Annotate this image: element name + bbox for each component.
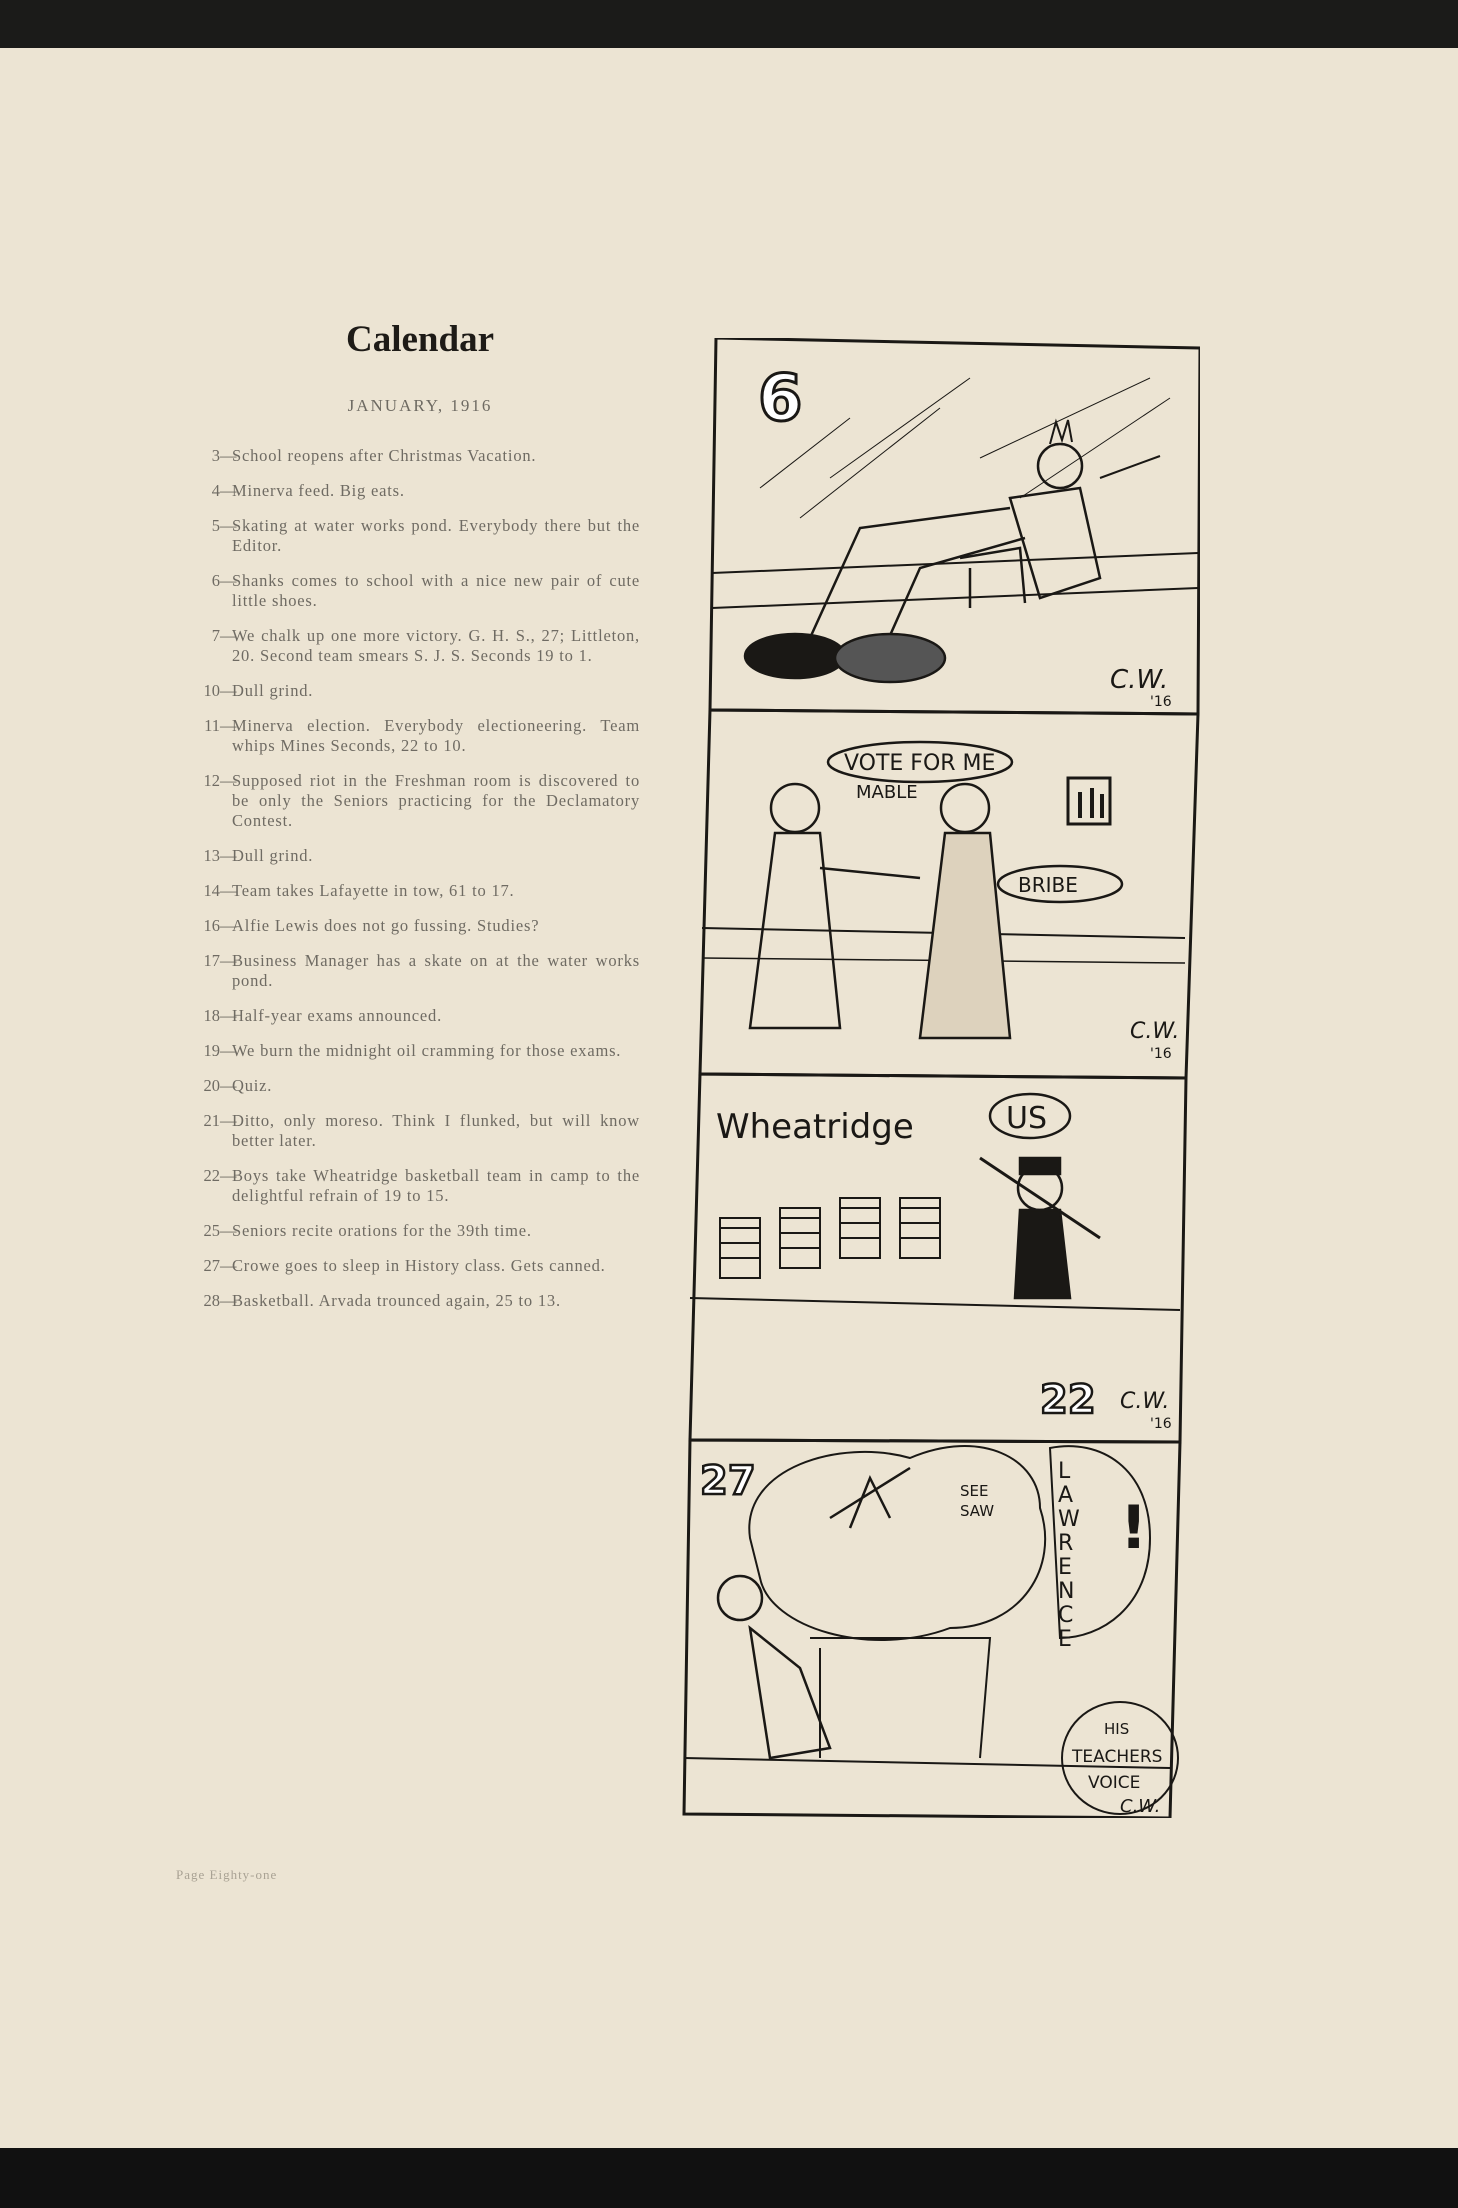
scan-top-border xyxy=(0,0,1458,48)
entry-day: 16 xyxy=(203,916,220,935)
speech-bribe: BRIBE xyxy=(1018,873,1078,897)
calendar-entry: 28 — Basketball. Arvada trounced again, 25 to 13. xyxy=(196,1291,640,1311)
entry-day: 20 xyxy=(203,1076,220,1095)
calendar-entries xyxy=(196,446,640,1326)
entry-day: 28 xyxy=(203,1291,220,1310)
entry-day: 13 xyxy=(203,846,220,865)
guard-body xyxy=(1015,1210,1070,1298)
entry-text: Shanks comes to school with a nice new pair of cute little shoes. xyxy=(232,571,640,610)
calendar-entry: 14 — Team takes Lafayette in tow, 61 to 17. xyxy=(196,881,640,901)
entry-day: 10 xyxy=(203,681,220,700)
vertical-letter: A xyxy=(1058,1483,1074,1508)
vertical-letter: C xyxy=(1058,1603,1074,1628)
calendar-entry: 16 — Alfie Lewis does not go fussing. Studies? xyxy=(196,916,640,936)
calendar-entry: 25 — Seniors recite orations for the 39th time. xyxy=(196,1221,640,1241)
vertical-letter: E xyxy=(1058,1555,1072,1580)
character-head xyxy=(718,1576,762,1620)
character-head xyxy=(941,784,989,832)
entry-day: 25 xyxy=(203,1221,220,1240)
cartoon-panel-2 xyxy=(700,710,1198,1078)
page-number: Page Eighty-one xyxy=(176,1867,278,1882)
entry-text: Ditto, only moreso. Think I flunked, but will know better later. xyxy=(232,1111,640,1150)
voice-his: HIS xyxy=(1104,1720,1130,1738)
entry-text: Business Manager has a skate on at the water works pond. xyxy=(232,951,640,990)
calendar-entry: 12 — Supposed riot in the Freshman room is discovered to be only the Seniors practicing for the Declamatory Contest. xyxy=(196,771,640,831)
entry-day: 14 xyxy=(203,881,220,900)
entry-day: 22 xyxy=(203,1166,220,1185)
entry-day: 3 xyxy=(211,446,220,465)
entry-day: 12 xyxy=(203,771,220,790)
calendar-entry: 27 — Crowe goes to sleep in History class. Gets canned. xyxy=(196,1256,640,1276)
cigarette xyxy=(1100,456,1160,478)
vertical-letter: W xyxy=(1058,1507,1080,1532)
calendar-entry: 3 — School reopens after Christmas Vacation. xyxy=(196,446,640,466)
character-legs xyxy=(810,508,1025,658)
calendar-entry: 4 — Minerva feed. Big eats. xyxy=(196,481,640,501)
character-shoe xyxy=(745,634,845,678)
calendar-entry: 19 — We burn the midnight oil cramming for those exams. xyxy=(196,1041,640,1061)
vertical-letter: L xyxy=(1058,1459,1071,1484)
seesaw xyxy=(830,1468,910,1528)
entry-text: Team takes Lafayette in tow, 61 to 17. xyxy=(232,881,515,900)
character-body xyxy=(750,1628,830,1758)
dream-saw: SAW xyxy=(960,1502,995,1520)
entry-day: 21 xyxy=(203,1111,220,1130)
entry-text: Minerva feed. Big eats. xyxy=(232,481,405,500)
entry-day: 5 xyxy=(211,516,220,535)
calendar-entry: 18 — Half-year exams announced. xyxy=(196,1006,640,1026)
character-dress xyxy=(920,833,1010,1038)
entry-text: Supposed riot in the Freshman room is discovered to be only the Seniors practicing for the Declamatory Contest. xyxy=(232,771,640,830)
panel-2-year: '16 xyxy=(1150,1046,1172,1062)
character-head xyxy=(771,784,819,832)
calendar-entry: 10 — Dull grind. xyxy=(196,681,640,701)
calendar-entry: 21 — Ditto, only moreso. Think I flunked, but will know better later. xyxy=(196,1111,640,1151)
page-title: Calendar xyxy=(346,319,494,360)
entry-day: 6 xyxy=(211,571,220,590)
chair xyxy=(960,548,1025,608)
speech-us: US xyxy=(1006,1101,1048,1136)
panel-3-date: 22 xyxy=(1040,1377,1096,1423)
calendar-entry: 17 — Business Manager has a skate on at the water works pond. xyxy=(196,951,640,991)
prisoners xyxy=(720,1198,940,1278)
entry-text: Crowe goes to sleep in History class. Gets canned. xyxy=(232,1256,606,1275)
calendar-entry: 6 — Shanks comes to school with a nice new pair of cute little shoes. xyxy=(196,571,640,611)
panel-4-date: 27 xyxy=(700,1458,756,1504)
entry-text: Dull grind. xyxy=(232,681,314,700)
calendar-entry: 22 — Boys take Wheatridge basketball team in camp to the delightful refrain of 19 to 15. xyxy=(196,1166,640,1206)
entry-day: 4 xyxy=(211,481,220,500)
calendar-entry: 13 — Dull grind. xyxy=(196,846,640,866)
cartoon-panel-4 xyxy=(684,1440,1180,1818)
entry-text: School reopens after Christmas Vacation. xyxy=(232,446,537,465)
panel-3-team: Wheatridge xyxy=(716,1107,914,1147)
calendar-entry: 7 — We chalk up one more victory. G. H. S., 27; Littleton, 20. Second team smears S. J. S. Seconds 19 to 1. xyxy=(196,626,640,666)
panel-3-year: '16 xyxy=(1150,1416,1172,1432)
entry-text: Boys take Wheatridge basketball team in camp to the delightful refrain of 19 to 15. xyxy=(232,1166,640,1205)
entry-text: Alfie Lewis does not go fussing. Studies? xyxy=(232,916,540,935)
entry-day: 11 xyxy=(204,716,220,735)
entry-text: Basketball. Arvada trounced again, 25 to 13. xyxy=(232,1291,561,1310)
calendar-entry: 20 — Quiz. xyxy=(196,1076,640,1096)
panel-1-initials: C.W. xyxy=(1110,665,1169,695)
calendar-entry: 5 — Skating at water works pond. Everybody there but the Editor. xyxy=(196,516,640,556)
character-head xyxy=(1038,444,1082,488)
vertical-letter: E xyxy=(1058,1627,1072,1652)
speech-mable: MABLE xyxy=(856,782,918,803)
entry-text: Minerva election. Everybody electioneering. Team whips Mines Seconds, 22 to 10. xyxy=(232,716,640,755)
entry-day: 7 xyxy=(211,626,220,645)
panel-4-initials: C.W. xyxy=(1120,1796,1161,1817)
speech-vote: VOTE FOR ME xyxy=(844,751,996,776)
character-shoe xyxy=(835,634,945,682)
desk xyxy=(810,1638,990,1758)
entry-text: Half-year exams announced. xyxy=(232,1006,443,1025)
month-subtitle: JANUARY, 1916 xyxy=(347,396,493,415)
entry-day: 27 xyxy=(203,1256,220,1275)
entry-day: 19 xyxy=(203,1041,220,1060)
panel-1-date: 6 xyxy=(758,362,803,436)
cartoon-panel-1 xyxy=(710,338,1200,714)
entry-text: Skating at water works pond. Everybody there but the Editor. xyxy=(232,516,640,555)
entry-text: Quiz. xyxy=(232,1076,273,1095)
guard-hat xyxy=(1020,1158,1060,1174)
vertical-letter: N xyxy=(1058,1579,1075,1604)
entry-text: Seniors recite orations for the 39th time. xyxy=(232,1221,532,1240)
entry-day: 17 xyxy=(203,951,220,970)
voice-teachers: TEACHERS xyxy=(1072,1747,1163,1767)
cartoon-strip xyxy=(680,338,1200,1818)
cartoon-panel-3 xyxy=(690,1074,1186,1442)
entry-text: We burn the midnight oil cramming for those exams. xyxy=(232,1041,622,1060)
panel-1-year: '16 xyxy=(1150,694,1172,710)
entry-text: We chalk up one more victory. G. H. S., 27; Littleton, 20. Second team smears S. J. S. Seconds 19 to 1. xyxy=(232,626,640,665)
panel-2-initials: C.W. xyxy=(1130,1019,1180,1044)
exclamation: ! xyxy=(1120,1493,1148,1563)
scan-bottom-border xyxy=(0,2148,1458,2208)
entry-text: Dull grind. xyxy=(232,846,314,865)
voice-voice: VOICE xyxy=(1088,1773,1141,1793)
vertical-letter: R xyxy=(1058,1531,1074,1556)
entry-day: 18 xyxy=(203,1006,220,1025)
dream-see: SEE xyxy=(960,1482,989,1500)
calendar-entry: 11 — Minerva election. Everybody electioneering. Team whips Mines Seconds, 22 to 10. xyxy=(196,716,640,756)
panel-3-initials: C.W. xyxy=(1120,1389,1170,1414)
